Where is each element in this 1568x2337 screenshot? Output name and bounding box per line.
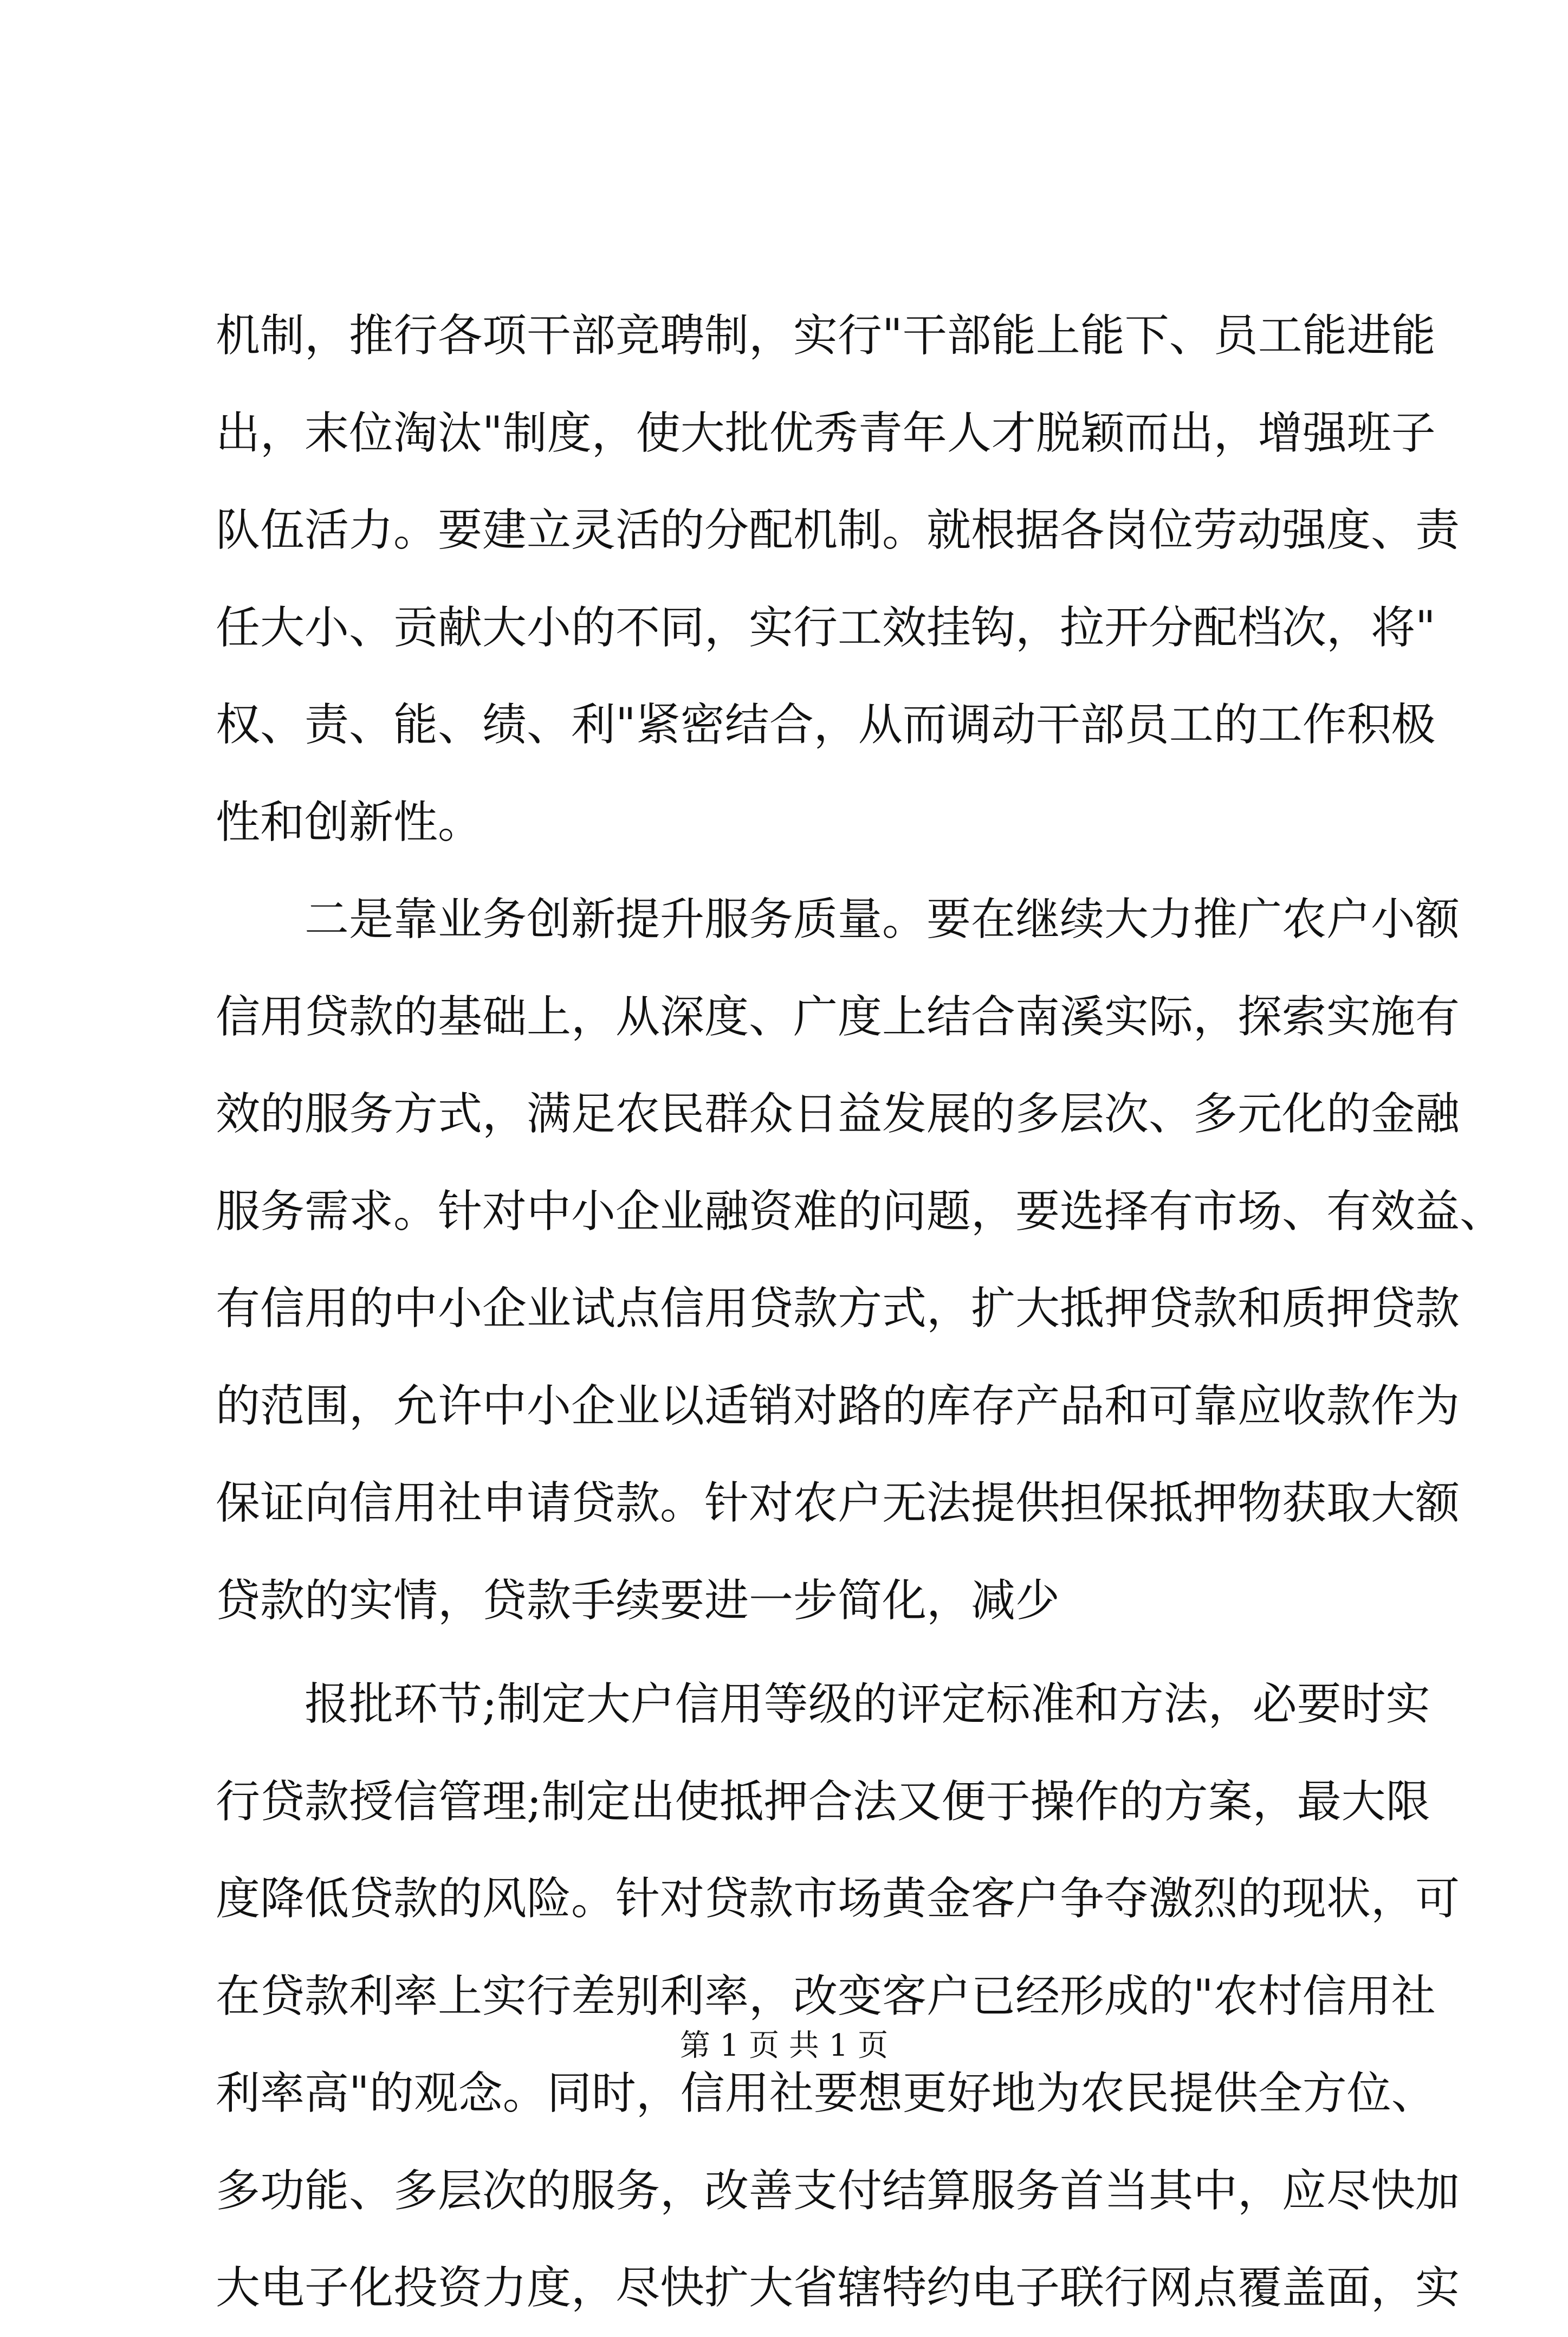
text-line: 有信用的中小企业试点信用贷款方式，扩大抵押贷款和质押贷款 xyxy=(216,1283,1460,1334)
text-line: 利率高"的观念。同时，信用社要想更好地为农民提供全方位、 xyxy=(216,2068,1436,2119)
text-line: 在贷款利率上实行差别利率，改变客户已经形成的"农村信用社 xyxy=(216,1970,1436,2022)
text-line: 机制，推行各项干部竞聘制，实行"干部能上能下、员工能进能 xyxy=(216,310,1436,361)
text-line: 性和创新性。 xyxy=(216,796,483,848)
text-line: 贷款的实情，贷款手续要进一步简化，减少 xyxy=(216,1574,1060,1626)
paragraph xyxy=(216,871,1505,1649)
text-line: 任大小、贡献大小的不同，实行工效挂钩，拉开分配档次，将" xyxy=(216,602,1436,654)
text-line: 出，末位淘汰"制度，使大批优秀青年人才脱颖而出，增强班子 xyxy=(216,407,1436,459)
text-line: 信用贷款的基础上，从深度、广度上结合南溪实际，探索实施有 xyxy=(216,991,1460,1043)
text-line: 报批环节;制定大户信用等级的评定标准和方法，必要时实 xyxy=(304,1678,1430,1730)
text-line: 权、责、能、绩、利"紧密结合，从而调动干部员工的工作积极 xyxy=(216,699,1436,751)
text-line: 大电子化投资力度，尽快扩大省辖特约电子联行网点覆盖面，实 xyxy=(216,2262,1460,2314)
text-line: 效的服务方式，满足农民群众日益发展的多层次、多元化的金融 xyxy=(216,1088,1460,1140)
text-line: 二是靠业务创新提升服务质量。要在继续大力推广农户小额 xyxy=(304,894,1460,945)
text-line: 的范围，允许中小企业以适销对路的库存产品和可靠应收款作为 xyxy=(216,1380,1460,1432)
page-number-footer: 第 1 页 共 1 页 xyxy=(679,2028,889,2063)
text-line: 保证向信用社申请贷款。针对农户无法提供担保抵押物获取大额 xyxy=(216,1477,1460,1529)
paragraph xyxy=(216,287,1460,871)
text-line: 多功能、多层次的服务，改善支付结算服务首当其中，应尽快加 xyxy=(216,2165,1460,2217)
text-line: 队伍活力。要建立灵活的分配机制。就根据各岗位劳动强度、责 xyxy=(216,505,1460,556)
paragraph-gap xyxy=(216,1649,1364,1656)
text-line: 度降低贷款的风险。针对贷款市场黄金客户争夺激烈的现状，可 xyxy=(216,1873,1460,1925)
text-line: 服务需求。针对中小企业融资难的问题，要选择有市场、有效益、 xyxy=(216,1185,1505,1237)
paragraph xyxy=(216,1656,1460,2337)
text-line: 行贷款授信管理;制定出使抵押合法又便于操作的方案，最大限 xyxy=(216,1776,1430,1828)
